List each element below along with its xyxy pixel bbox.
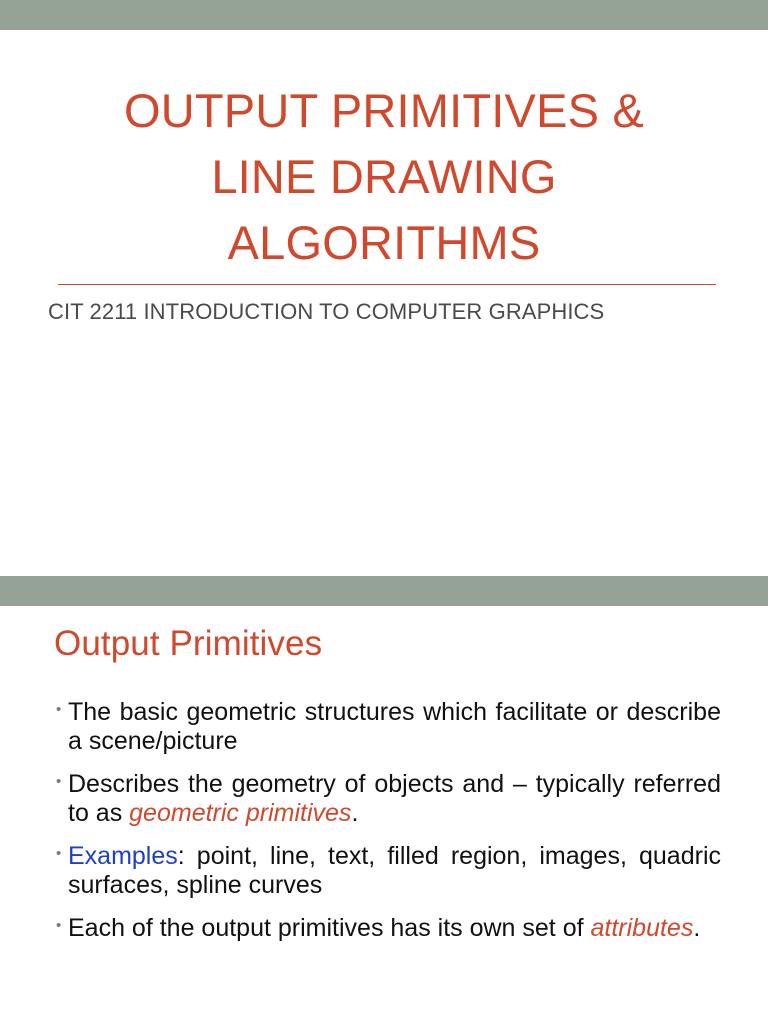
slide-subtitle: CIT 2211 INTRODUCTION TO COMPUTER GRAPHICS xyxy=(48,299,605,324)
bullet-text-part: . xyxy=(351,799,359,827)
bullet-text xyxy=(68,842,721,900)
highlight-term: attributes xyxy=(590,914,694,942)
bullet-icon: • xyxy=(56,773,62,790)
bullet-text-part: Describes the geometry of objects and – typically referred to as xyxy=(68,770,721,827)
bullet-text xyxy=(68,914,721,943)
bullet-text: The basic geometric structures which facilitate or describe a scene/picture xyxy=(68,698,721,755)
bullet-list xyxy=(56,698,721,957)
content-slide xyxy=(0,576,768,1024)
bullet-item xyxy=(56,914,721,943)
slide-title-line-3: ALGORITHMS xyxy=(227,216,541,269)
slide-top-bar xyxy=(0,0,768,30)
examples-label: Examples xyxy=(68,842,178,870)
bullet-icon: • xyxy=(56,845,62,862)
bullet-text-part: . xyxy=(693,914,701,942)
bullet-icon: • xyxy=(56,701,62,718)
bullet-item xyxy=(56,770,721,828)
slide-top-bar xyxy=(0,576,768,606)
section-title: Output Primitives xyxy=(54,624,323,663)
slide-title-line-1: OUTPUT PRIMITIVES & xyxy=(124,84,644,137)
bullet-text-part: Each of the output primitives has its own set of xyxy=(68,914,591,942)
bullet-icon: • xyxy=(56,917,62,934)
slide-title-line-2: LINE DRAWING xyxy=(211,150,557,203)
bullet-item xyxy=(56,698,721,756)
bullet-item xyxy=(56,842,721,900)
slide-title xyxy=(0,78,768,276)
bullet-text-part: : point, line, text, filled region, images, quadric surfaces, spline curves xyxy=(68,842,721,899)
bullet-text xyxy=(68,770,721,828)
highlight-term: geometric primitives xyxy=(129,799,352,827)
title-divider xyxy=(58,284,716,285)
